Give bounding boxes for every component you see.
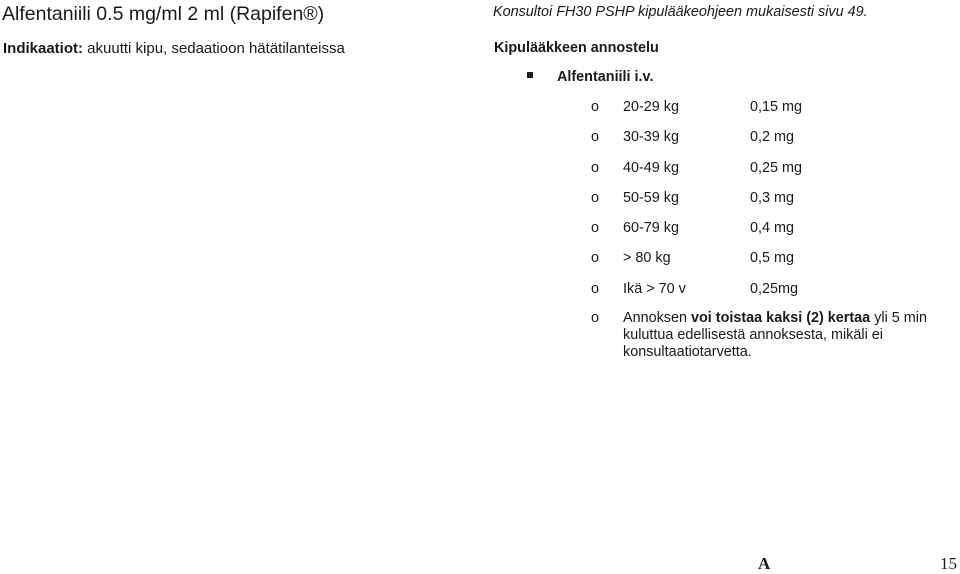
indication-label: Indikaatiot: — [3, 40, 84, 57]
note-text-start: Annoksen — [623, 310, 692, 327]
dose-weight: > 80 kg — [623, 250, 671, 267]
drug-name: Alfentaniili i.v. — [557, 69, 654, 85]
circle-bullet-icon: o — [591, 280, 600, 297]
dose-row — [591, 280, 957, 310]
dose-weight: 20-29 kg — [623, 99, 680, 115]
dose-weight: 40-49 kg — [623, 159, 680, 176]
note-text-end: yli 5 min kuluttua edellisestä annoksesta, mikäli ei konsultaatiotarvetta. — [623, 310, 927, 361]
dose-amount: 0,5 mg — [750, 250, 794, 267]
circle-bullet-icon: o — [591, 159, 600, 176]
dose-row — [591, 219, 957, 249]
consult-instruction: Konsultoi FH30 PSHP kipulääkeohjeen mukaisesti sivu 49. — [493, 4, 868, 20]
dose-amount: 0,3 mg — [750, 189, 794, 206]
square-bullet-icon — [527, 72, 533, 78]
dose-amount: 0,25 mg — [750, 159, 802, 176]
dose-row — [591, 98, 957, 128]
circle-bullet-icon: o — [591, 310, 600, 327]
circle-bullet-icon: o — [591, 220, 600, 237]
drug-list-item — [527, 68, 653, 86]
dose-weight: 50-59 kg — [623, 189, 680, 206]
dose-weight: 30-39 kg — [623, 129, 680, 146]
dose-row — [591, 189, 957, 219]
circle-bullet-icon: o — [591, 189, 600, 206]
dose-row — [591, 128, 957, 158]
footer-letter: A — [758, 554, 771, 573]
circle-bullet-icon: o — [591, 99, 600, 115]
dose-amount: 0,15 mg — [750, 99, 802, 115]
note-emphasis: voi toistaa kaksi (2) kertaa — [691, 310, 871, 327]
repeat-dose-note — [591, 310, 957, 361]
indication-line — [3, 40, 345, 58]
dose-row — [591, 159, 957, 189]
circle-bullet-icon: o — [591, 129, 600, 146]
dose-amount: 0,2 mg — [750, 129, 794, 146]
indication-text: akuutti kipu, sedaatioon hätätilanteissa — [83, 40, 345, 57]
dose-amount: 0,25mg — [750, 280, 798, 297]
note-text — [623, 310, 957, 361]
page-number: 15 — [940, 554, 957, 573]
dose-list — [591, 98, 957, 361]
section-heading: Kipulääkkeen annostelu — [494, 40, 659, 56]
dose-weight: 60-79 kg — [623, 220, 680, 237]
circle-bullet-icon: o — [591, 250, 600, 267]
dose-row — [591, 249, 957, 279]
dose-amount: 0,4 mg — [750, 220, 794, 237]
dose-weight: Ikä > 70 v — [623, 280, 686, 297]
page-title: Alfentaniili 0.5 mg/ml 2 ml (Rapifen®) — [2, 3, 325, 25]
